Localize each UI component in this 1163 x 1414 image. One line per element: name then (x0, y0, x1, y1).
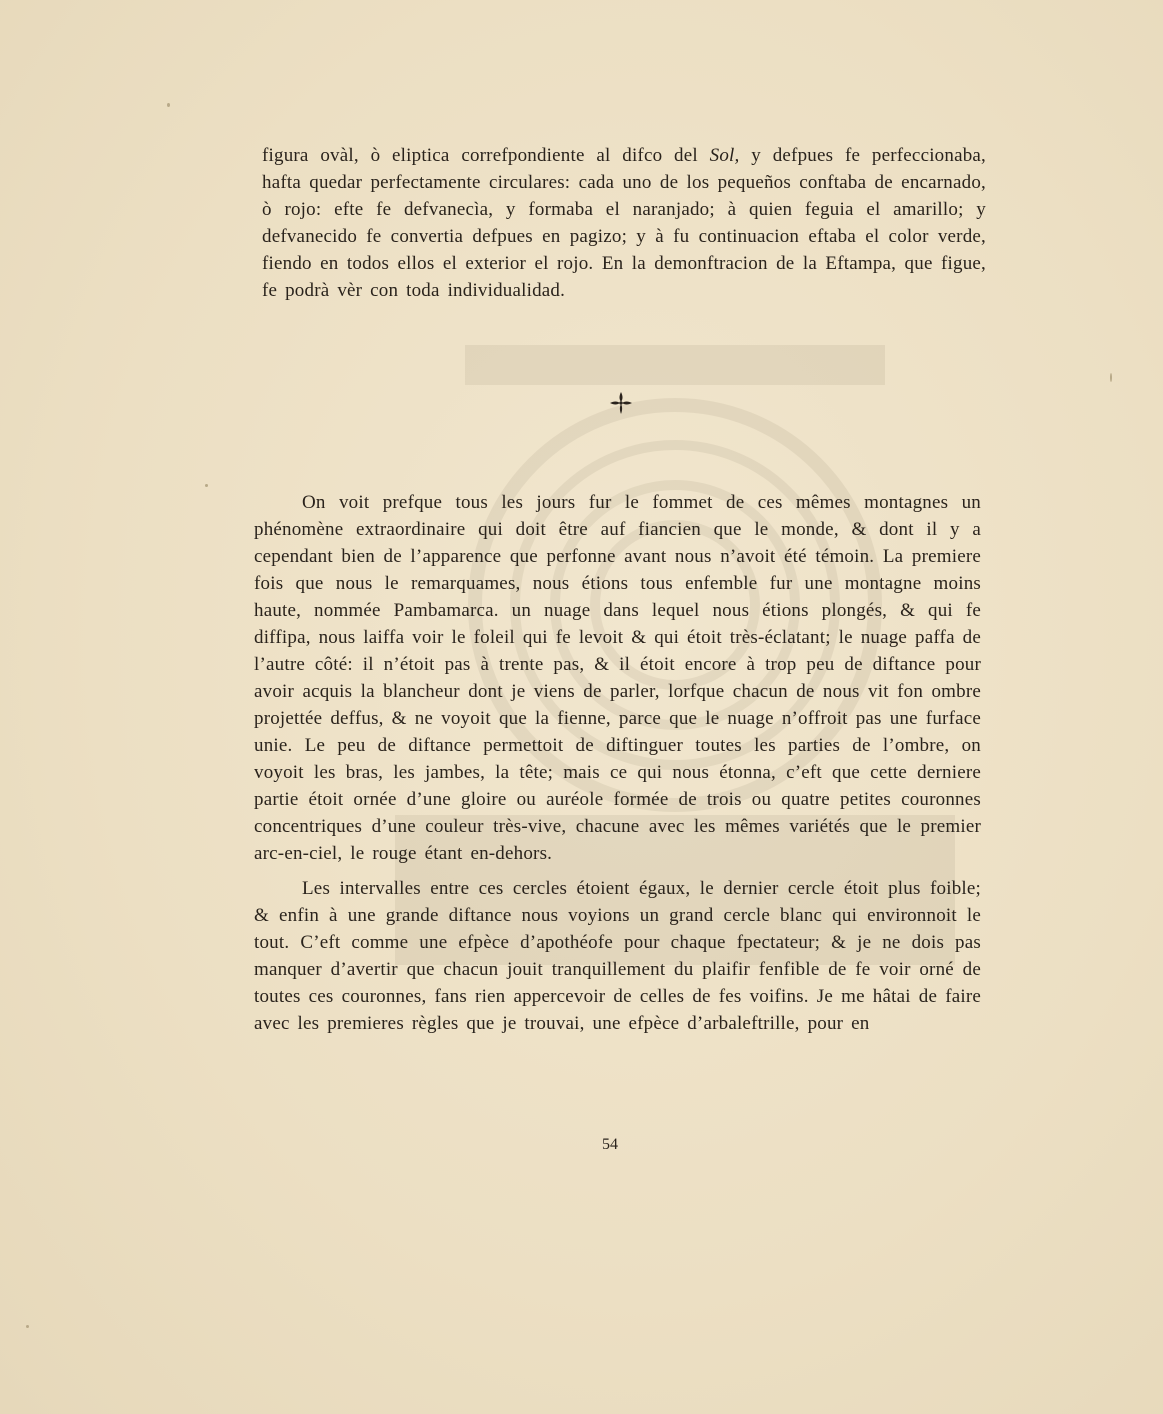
paper-speck (167, 103, 170, 107)
paper-speck (1110, 373, 1112, 382)
sol-italic: Sol, (709, 145, 740, 166)
paper-speck (26, 1325, 29, 1328)
paper-speck (205, 484, 208, 487)
fleuron-icon (606, 388, 636, 418)
spanish-paragraph (262, 142, 986, 304)
page-number: 54 (602, 1136, 618, 1153)
french-text (254, 489, 981, 1037)
spanish-text-end: y defpues fe perfeccionaba, hafta quedar perfectamente circulares: cada uno de los pequeños conftaba de encarnado, ò rojo: efte fe defvanecìa, y formaba el naranjado; à quien feguia el amarillo; y defvanecido fe convertia defpues en pagizo; y à fu continuacion eftaba el color verde, fiendo en todos ellos el exterior el rojo. En la demonftracion de la Eftampa, que figue, fe podrà vèr con toda individualidad. (262, 145, 986, 301)
french-paragraph-2: Les intervalles entre ces cercles étoient égaux, le dernier cercle étoit plus foible; & enfin à une grande diftance nous voyions un grand cercle blanc qui environnoit le tout. C’eft comme une efpèce d’apothéofe pour chaque fpectateur; & je ne dois pas manquer d’avertir que chacun jouit tranquillement du plaifir fenfible de fe voir orné de toutes ces couronnes, fans rien appercevoir de celles de fes voifins. Je me hâtai de faire avec les premieres règles que je trouvai, une efpèce d’arbaleftrille, pour en (254, 878, 981, 1034)
french-paragraph-1: On voit prefque tous les jours fur le fommet de ces mêmes montagnes un phénomène extraordinaire qui doit être auf fiancien que le monde, & dont il y a cependant bien de l’apparence que perfonne avant nous n’avoit été témoin. La premiere fois que nous le remarquames, nous étions tous enfemble fur une montagne moins haute, nommée Pambamarca. un nuage dans lequel nous étions plongés, & qui fe diffipa, nous laiffa voir le foleil qui fe levoit & qui étoit très-éclatant; le nuage paffa de l’autre côté: il n’étoit pas à trente pas, & il étoit encore à trop peu de diftance pour avoir acquis la blancheur dont je viens de parler, lorfque chacun de nous vit fon ombre projettée deffus, & ne voyoit que la fienne, parce que le nuage n’offroit pas une furface unie. Le peu de diftance permettoit de diftinguer toutes les parties de l’ombre, on voyoit les bras, les jambes, la tête; mais ce qui nous étonna, c’eft que cette derniere partie étoit ornée d’une gloire ou auréole formée de trois ou quatre petites couronnes concentriques d’une couleur très-vive, chacune avec les mêmes variétés que le premier arc-en-ciel, le rouge étant en-dehors. (254, 492, 981, 864)
spanish-text-start: figura ovàl, ò eliptica correfpondiente al difco del (262, 145, 710, 166)
